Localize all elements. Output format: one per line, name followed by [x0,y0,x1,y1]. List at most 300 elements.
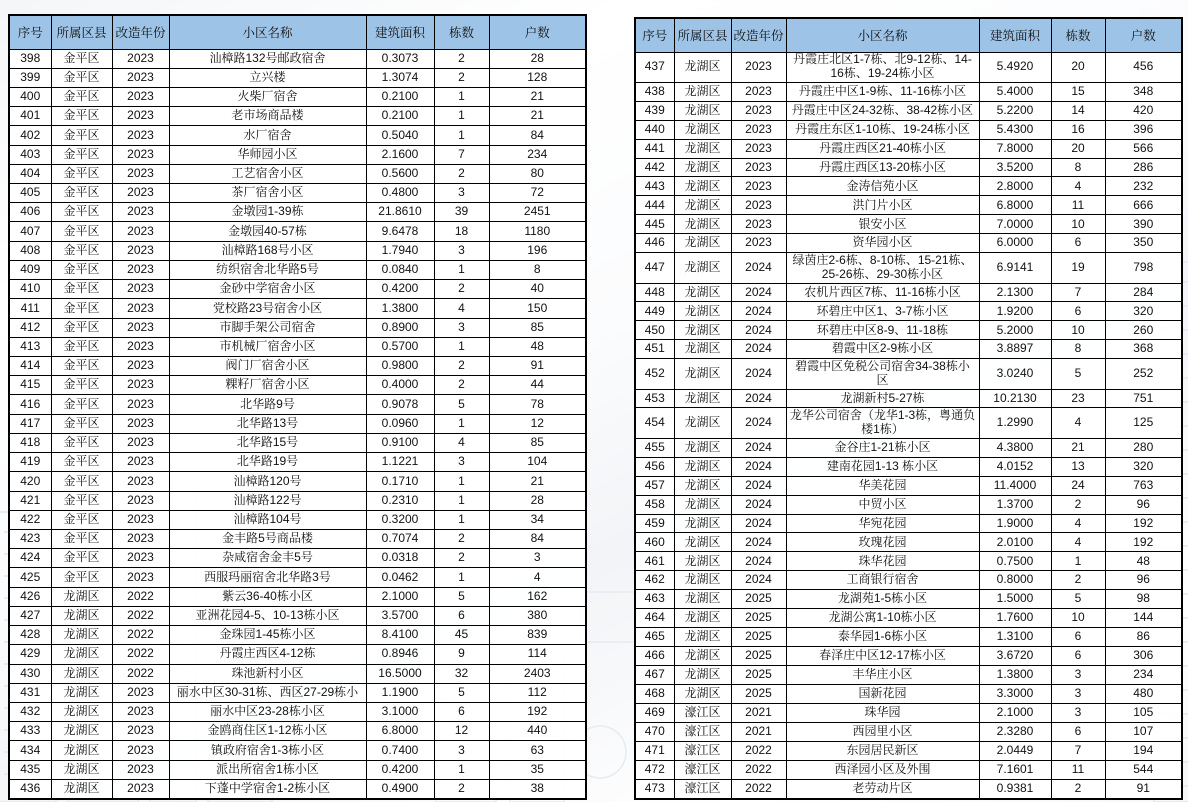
cell-district: 金平区 [51,568,112,587]
cell-name: 丹霞庄西区21-40栋小区 [786,139,979,158]
cell-district: 金平区 [51,453,112,472]
cell-area: 3.8897 [979,340,1051,359]
cell-district: 濠江区 [674,761,731,780]
cell-district: 龙湖区 [51,779,112,799]
cell-area: 3.6720 [979,647,1051,666]
cell-area: 2.1600 [366,145,434,164]
cell-households: 192 [1105,514,1182,533]
cell-seq: 400 [9,87,51,106]
cell-name: 北华路9号 [169,395,366,414]
table-row [635,761,1182,780]
cell-name: 丹霞庄西区4-12栋 [169,645,366,664]
cell-name: 汕樟路104号 [169,510,366,529]
cell-year: 2025 [731,685,786,704]
cell-seq: 443 [635,177,674,196]
cell-households: 798 [1105,253,1182,283]
cell-year: 2023 [112,414,169,433]
cell-seq: 410 [9,280,51,299]
cell-area: 1.5000 [979,590,1051,609]
cell-households: 91 [489,357,586,376]
cell-name: 北华路19号 [169,453,366,472]
cell-buildings: 5 [1051,359,1105,389]
cell-district: 金平区 [51,433,112,452]
cell-households: 440 [489,722,586,741]
cell-households: 320 [1105,302,1182,321]
cell-buildings: 1 [1051,552,1105,571]
cell-name: 金墩园40-57栋 [169,222,366,241]
cell-district: 龙湖区 [674,590,731,609]
cell-households: 12 [489,414,586,433]
cell-area: 4.3800 [979,438,1051,457]
cell-seq: 423 [9,529,51,548]
cell-year: 2023 [112,107,169,126]
cell-buildings: 1 [434,126,489,145]
table-row [9,87,586,106]
cell-buildings: 3 [1051,666,1105,685]
cell-buildings: 3 [434,741,489,760]
cell-area: 3.5700 [366,606,434,625]
cell-seq: 432 [9,702,51,721]
cell-district: 龙湖区 [674,177,731,196]
cell-name: 西服玛丽宿舍北华路3号 [169,568,366,587]
table-row [9,241,586,260]
cell-households: 44 [489,376,586,395]
cell-households: 666 [1105,196,1182,215]
cell-district: 金平区 [51,318,112,337]
table-row [635,321,1182,340]
table-row [9,568,586,587]
cell-name: 国新花园 [786,685,979,704]
table-row [9,664,586,683]
cell-households: 144 [1105,609,1182,628]
cell-seq: 457 [635,476,674,495]
cell-area: 0.9800 [366,357,434,376]
cell-seq: 458 [635,495,674,514]
cell-households: 96 [1105,571,1182,590]
table-row [9,683,586,702]
cell-seq: 430 [9,664,51,683]
cell-area: 1.3700 [979,495,1051,514]
cell-seq: 407 [9,222,51,241]
cell-buildings: 1 [434,414,489,433]
cell-year: 2023 [731,215,786,234]
table-row [635,704,1182,723]
cell-district: 金平区 [51,472,112,491]
cell-area: 2.0100 [979,533,1051,552]
cell-households: 4 [489,568,586,587]
cell-year: 2025 [731,609,786,628]
cell-buildings: 6 [1051,302,1105,321]
cell-area: 21.8610 [366,203,434,222]
cell-year: 2023 [112,549,169,568]
cell-year: 2023 [112,222,169,241]
table-row [635,82,1182,101]
cell-households: 21 [489,472,586,491]
renovation-table-right [634,17,1183,800]
cell-name: 金珠园1-45栋小区 [169,626,366,645]
table-row [635,438,1182,457]
cell-seq: 416 [9,395,51,414]
cell-district: 龙湖区 [674,514,731,533]
cell-name: 立兴楼 [169,68,366,87]
cell-district: 金平区 [51,126,112,145]
cell-year: 2024 [731,389,786,408]
cell-households: 232 [1105,177,1182,196]
cell-seq: 465 [635,628,674,647]
cell-buildings: 6 [1051,723,1105,742]
cell-name: 丹霞庄中区1-9栋、11-16栋小区 [786,82,979,101]
table-row [9,433,586,452]
cell-seq: 445 [635,215,674,234]
cell-district: 龙湖区 [51,722,112,741]
cell-households: 72 [489,184,586,203]
cell-district: 金平区 [51,357,112,376]
cell-name: 金砂中学宿舍小区 [169,280,366,299]
table-row [635,196,1182,215]
cell-buildings: 18 [434,222,489,241]
cell-buildings: 15 [1051,82,1105,101]
cell-households: 286 [1105,158,1182,177]
cell-year: 2023 [112,203,169,222]
cell-households: 280 [1105,438,1182,457]
cell-buildings: 2 [434,164,489,183]
table-header [635,18,1182,52]
table-row [635,552,1182,571]
cell-year: 2022 [112,587,169,606]
cell-households: 420 [1105,101,1182,120]
cell-area: 0.0462 [366,568,434,587]
cell-district: 濠江区 [674,742,731,761]
column-header-buildings: 栋数 [1051,18,1105,52]
cell-seq: 472 [635,761,674,780]
table-row [9,164,586,183]
cell-seq: 434 [9,741,51,760]
cell-district: 龙湖区 [674,52,731,82]
cell-area: 0.8000 [979,571,1051,590]
table-row [9,68,586,87]
cell-households: 114 [489,645,586,664]
cell-seq: 442 [635,158,674,177]
cell-year: 2024 [731,283,786,302]
cell-seq: 448 [635,283,674,302]
cell-year: 2022 [112,606,169,625]
cell-households: 48 [1105,552,1182,571]
cell-area: 0.7074 [366,529,434,548]
cell-area: 0.2310 [366,491,434,510]
cell-seq: 433 [9,722,51,741]
cell-area: 0.2100 [366,107,434,126]
cell-district: 金平区 [51,222,112,241]
table-row [635,495,1182,514]
cell-year: 2023 [112,49,169,68]
cell-area: 10.2130 [979,389,1051,408]
cell-area: 0.3073 [366,49,434,68]
cell-seq: 424 [9,549,51,568]
cell-households: 368 [1105,340,1182,359]
cell-name: 资华园小区 [786,234,979,253]
table-row [9,107,586,126]
cell-year: 2025 [731,628,786,647]
cell-district: 龙湖区 [674,609,731,628]
table-row [9,491,586,510]
cell-district: 金平区 [51,299,112,318]
cell-district: 金平区 [51,395,112,414]
column-header-seq: 序号 [635,18,674,52]
cell-buildings: 2 [434,376,489,395]
cell-year: 2023 [112,260,169,279]
cell-name: 西泽园小区及外围 [786,761,979,780]
cell-buildings: 1 [434,568,489,587]
cell-year: 2025 [731,590,786,609]
cell-households: 150 [489,299,586,318]
table-row [635,533,1182,552]
cell-district: 龙湖区 [674,359,731,389]
cell-name: 环碧庄中区1、3-7栋小区 [786,302,979,321]
table-row [9,280,586,299]
cell-seq: 444 [635,196,674,215]
table-row [635,514,1182,533]
cell-year: 2021 [731,723,786,742]
cell-area: 6.8000 [366,722,434,741]
cell-area: 0.9078 [366,395,434,414]
cell-buildings: 7 [434,145,489,164]
cell-seq: 411 [9,299,51,318]
cell-seq: 421 [9,491,51,510]
cell-seq: 431 [9,683,51,702]
cell-seq: 441 [635,139,674,158]
cell-district: 金平区 [51,337,112,356]
cell-area: 1.7600 [979,609,1051,628]
cell-area: 4.0152 [979,457,1051,476]
cell-year: 2024 [731,495,786,514]
cell-district: 龙湖区 [674,101,731,120]
cell-name: 银安小区 [786,215,979,234]
cell-name: 丹霞庄东区1-10栋、19-24栋小区 [786,120,979,139]
cell-buildings: 4 [434,433,489,452]
cell-households: 104 [489,453,586,472]
cell-year: 2023 [112,395,169,414]
cell-name: 金涛信苑小区 [786,177,979,196]
cell-district: 金平区 [51,68,112,87]
cell-district: 金平区 [51,549,112,568]
cell-buildings: 4 [1051,514,1105,533]
cell-buildings: 11 [1051,761,1105,780]
cell-district: 金平区 [51,280,112,299]
cell-buildings: 2 [434,280,489,299]
table-row [635,177,1182,196]
cell-area: 0.0840 [366,260,434,279]
cell-buildings: 4 [1051,533,1105,552]
cell-name: 丽水中区23-28栋小区 [169,702,366,721]
table-row [9,549,586,568]
cell-buildings: 8 [1051,158,1105,177]
cell-buildings: 3 [434,241,489,260]
cell-seq: 418 [9,433,51,452]
cell-year: 2023 [112,760,169,779]
cell-households: 2451 [489,203,586,222]
cell-district: 龙湖区 [674,82,731,101]
cell-seq: 454 [635,408,674,438]
cell-year: 2023 [731,196,786,215]
cell-area: 3.1000 [366,702,434,721]
cell-area: 7.0000 [979,215,1051,234]
cell-seq: 437 [635,52,674,82]
cell-name: 镇政府宿舍1-3栋小区 [169,741,366,760]
cell-buildings: 2 [1051,571,1105,590]
column-header-name: 小区名称 [169,15,366,49]
cell-name: 老市场商品楼 [169,107,366,126]
cell-area: 0.4200 [366,280,434,299]
cell-area: 0.4200 [366,760,434,779]
cell-district: 龙湖区 [674,158,731,177]
column-header-name: 小区名称 [786,18,979,52]
cell-households: 192 [489,702,586,721]
cell-buildings: 6 [1051,234,1105,253]
cell-households: 80 [489,164,586,183]
table-row [9,453,586,472]
cell-year: 2023 [112,376,169,395]
cell-households: 234 [489,145,586,164]
cell-seq: 404 [9,164,51,183]
cell-name: 丰华庄小区 [786,666,979,685]
cell-area: 1.9200 [979,302,1051,321]
cell-households: 751 [1105,389,1182,408]
table-row [635,359,1182,389]
cell-district: 龙湖区 [674,321,731,340]
cell-year: 2023 [112,126,169,145]
cell-district: 龙湖区 [51,626,112,645]
cell-district: 龙湖区 [674,571,731,590]
table-row [9,357,586,376]
cell-buildings: 19 [1051,253,1105,283]
cell-buildings: 5 [434,683,489,702]
cell-area: 2.3280 [979,723,1051,742]
cell-area: 5.4920 [979,52,1051,82]
cell-district: 龙湖区 [674,666,731,685]
cell-year: 2023 [112,241,169,260]
cell-seq: 470 [635,723,674,742]
table-row [9,203,586,222]
cell-buildings: 6 [1051,628,1105,647]
table-row [9,414,586,433]
cell-seq: 467 [635,666,674,685]
table-row [9,260,586,279]
cell-households: 8 [489,260,586,279]
cell-district: 龙湖区 [674,533,731,552]
cell-buildings: 13 [1051,457,1105,476]
cell-households: 350 [1105,234,1182,253]
cell-buildings: 1 [434,107,489,126]
cell-seq: 473 [635,780,674,799]
cell-district: 龙湖区 [51,741,112,760]
cell-name: 工商银行宿舍 [786,571,979,590]
cell-seq: 417 [9,414,51,433]
cell-seq: 449 [635,302,674,321]
table-header [9,15,586,49]
cell-households: 566 [1105,139,1182,158]
cell-buildings: 32 [434,664,489,683]
cell-buildings: 3 [1051,704,1105,723]
cell-households: 192 [1105,533,1182,552]
cell-year: 2022 [731,742,786,761]
cell-households: 98 [1105,590,1182,609]
cell-year: 2023 [112,337,169,356]
table-row [9,126,586,145]
cell-name: 茶厂宿舍小区 [169,184,366,203]
cell-buildings: 10 [1051,609,1105,628]
cell-name: 华师园小区 [169,145,366,164]
cell-district: 龙湖区 [674,552,731,571]
cell-district: 龙湖区 [674,196,731,215]
cell-area: 0.4900 [366,779,434,799]
cell-district: 龙湖区 [51,587,112,606]
cell-area: 0.5040 [366,126,434,145]
table-row [635,476,1182,495]
cell-name: 农机片西区7栋、11-16栋小区 [786,283,979,302]
cell-seq: 468 [635,685,674,704]
cell-district: 金平区 [51,49,112,68]
cell-year: 2024 [731,514,786,533]
cell-name: 水厂宿舍 [169,126,366,145]
cell-seq: 471 [635,742,674,761]
cell-year: 2024 [731,533,786,552]
cell-district: 龙湖区 [674,215,731,234]
cell-seq: 469 [635,704,674,723]
cell-area: 8.4100 [366,626,434,645]
cell-area: 0.8946 [366,645,434,664]
cell-year: 2024 [731,571,786,590]
cell-year: 2023 [112,491,169,510]
cell-seq: 403 [9,145,51,164]
cell-seq: 414 [9,357,51,376]
cell-year: 2023 [112,510,169,529]
cell-buildings: 2 [434,779,489,799]
cell-district: 龙湖区 [674,438,731,457]
cell-seq: 402 [9,126,51,145]
cell-year: 2023 [112,741,169,760]
table-row [635,780,1182,799]
cell-seq: 429 [9,645,51,664]
table-row [9,49,586,68]
cell-buildings: 10 [1051,215,1105,234]
cell-name: 珠华花园 [786,552,979,571]
cell-buildings: 14 [1051,101,1105,120]
cell-seq: 464 [635,609,674,628]
cell-name: 党校路23号宿舍小区 [169,299,366,318]
cell-year: 2023 [112,683,169,702]
cell-name: 老劳动片区 [786,780,979,799]
cell-area: 5.4000 [979,82,1051,101]
cell-area: 6.0000 [979,234,1051,253]
cell-buildings: 3 [1051,685,1105,704]
table-row [635,52,1182,82]
cell-households: 84 [489,529,586,548]
cell-year: 2023 [112,145,169,164]
cell-year: 2024 [731,302,786,321]
table-row [635,609,1182,628]
cell-buildings: 1 [434,760,489,779]
table-row [635,139,1182,158]
column-header-area: 建筑面积 [366,15,434,49]
cell-area: 0.7400 [366,741,434,760]
table-row [9,722,586,741]
cell-households: 105 [1105,704,1182,723]
table-row [635,723,1182,742]
cell-area: 0.2100 [366,87,434,106]
cell-seq: 422 [9,510,51,529]
cell-area: 3.5200 [979,158,1051,177]
cell-year: 2023 [731,101,786,120]
